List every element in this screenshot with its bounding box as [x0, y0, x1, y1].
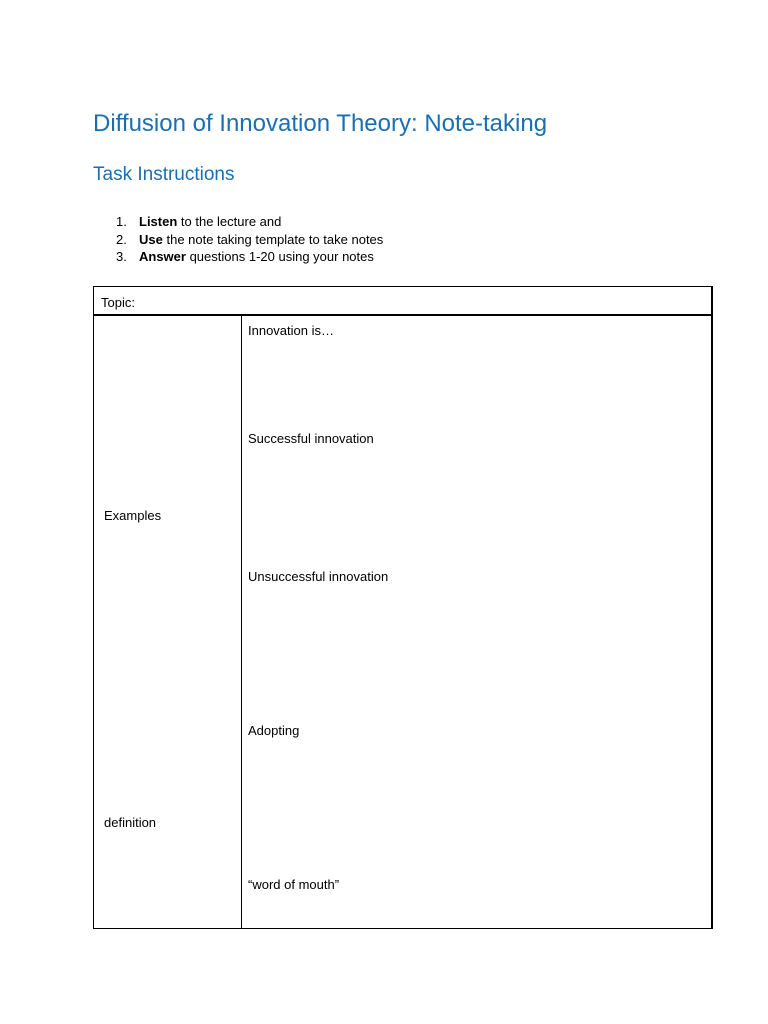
- instruction-list: [116, 213, 383, 266]
- column-divider: [241, 316, 242, 928]
- task-instructions-heading: Task Instructions: [93, 164, 235, 185]
- instruction-item: [116, 231, 383, 249]
- note-taking-table: [93, 286, 713, 929]
- left-cell-definition: definition: [104, 815, 157, 830]
- instruction-text: questions 1-20 using your notes: [185, 249, 374, 264]
- right-cell-innovation-is: Innovation is…: [248, 323, 334, 338]
- instruction-item: [116, 248, 383, 266]
- instruction-keyword: Use: [139, 231, 163, 247]
- instruction-text: to the lecture and: [177, 214, 282, 229]
- right-cell-word-of-mouth: “word of mouth”: [248, 877, 340, 892]
- instruction-item: [116, 213, 383, 231]
- instruction-keyword: Listen: [139, 214, 178, 229]
- right-cell-successful-innovation: Successful innovation: [248, 431, 374, 446]
- right-cell-adopting: Adopting: [248, 723, 300, 738]
- topic-row[interactable]: [94, 287, 712, 316]
- table-right-border: [711, 287, 713, 928]
- instruction-number: 2.: [116, 231, 127, 247]
- instruction-number: 1.: [116, 214, 127, 229]
- left-cell-examples: Examples: [104, 508, 162, 523]
- document-title: Diffusion of Innovation Theory: Note-taking: [93, 110, 548, 137]
- right-cell-unsuccessful-innovation: Unsuccessful innovation: [248, 569, 389, 584]
- instruction-text: the note taking template to take notes: [162, 231, 384, 247]
- instruction-keyword: Answer: [139, 249, 186, 264]
- topic-label: Topic:: [101, 295, 135, 310]
- instruction-number: 3.: [116, 249, 127, 264]
